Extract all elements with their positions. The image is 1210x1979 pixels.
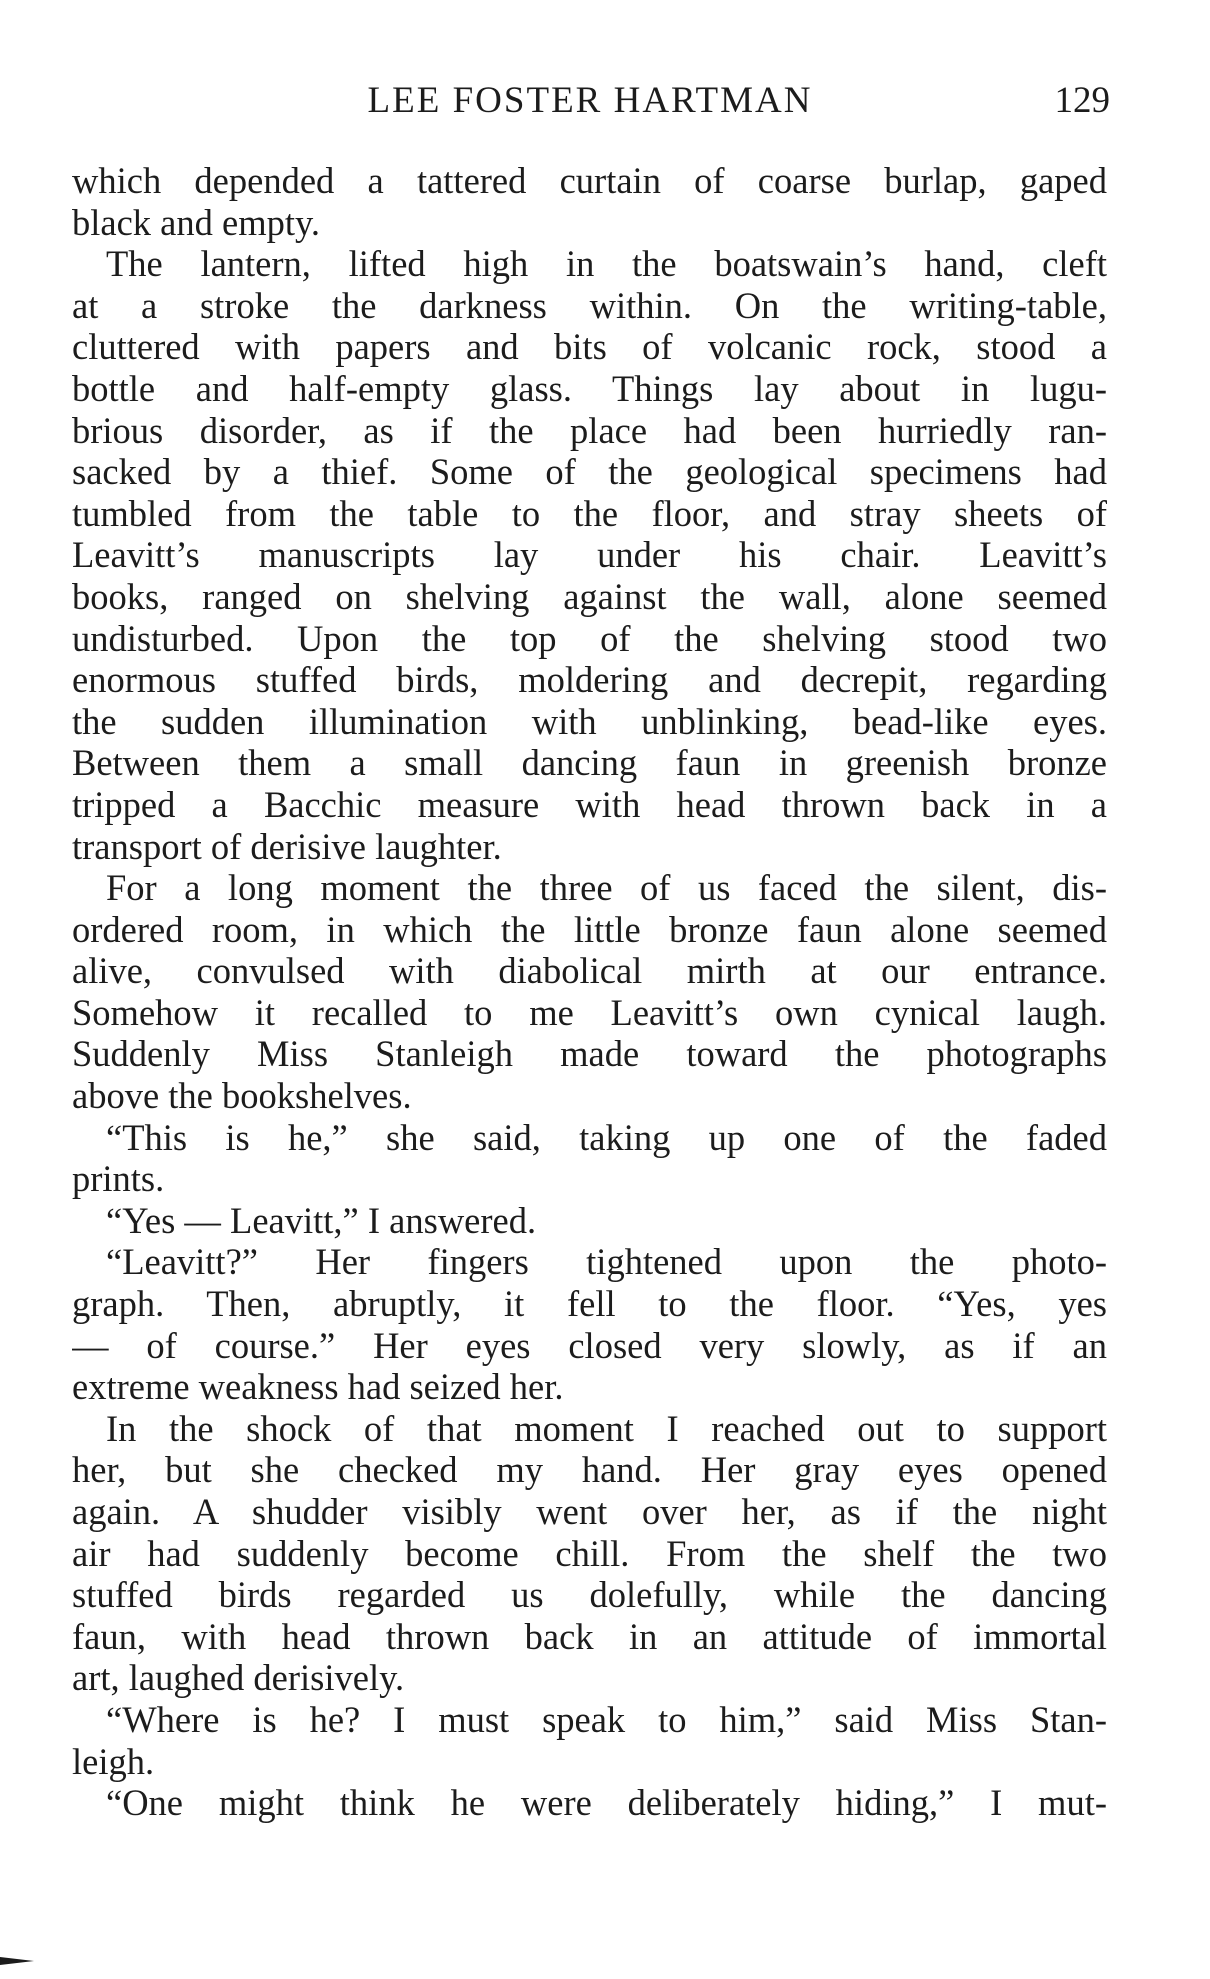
- text-line: books, ranged on shelving against the wall, alone seemed: [72, 575, 1107, 617]
- text-line: The lantern, lifted high in the boatswain’s hand, cleft: [106, 243, 1107, 285]
- text-line: In the shock of that moment I reached out to support: [106, 1407, 1107, 1449]
- text-line: Suddenly Miss Stanleigh made toward the photographs: [72, 1033, 1107, 1075]
- text-line: transport of derisive laughter.: [72, 825, 502, 867]
- text-line: Leavitt’s manuscripts lay under his chair. Leavitt’s: [72, 534, 1107, 576]
- text-line: air had suddenly become chill. From the shelf the two: [72, 1532, 1107, 1574]
- text-line: “Where is he? I must speak to him,” said Miss Stan-: [106, 1698, 1107, 1740]
- text-line: prints.: [72, 1158, 165, 1200]
- text-line: above the bookshelves.: [72, 1075, 412, 1117]
- text-line: extreme weakness had seized her.: [72, 1366, 564, 1408]
- text-line: “Leavitt?” Her fingers tightened upon the photo-: [106, 1241, 1107, 1283]
- text-line: faun, with head thrown back in an attitude of immortal: [72, 1615, 1107, 1657]
- body-text: [72, 160, 1107, 1824]
- text-line: the sudden illumination with unblinking, bead-like eyes.: [72, 700, 1107, 742]
- page-number: 129: [1054, 80, 1110, 121]
- text-line: brious disorder, as if the place had been hurriedly ran-: [72, 409, 1107, 451]
- text-line: ordered room, in which the little bronze faun alone seemed: [72, 908, 1107, 950]
- page-header: [70, 76, 1110, 126]
- text-line: tripped a Bacchic measure with head thrown back in a: [72, 783, 1107, 825]
- text-line: undisturbed. Upon the top of the shelving stood two: [72, 617, 1107, 659]
- text-line: her, but she checked my hand. Her gray eyes opened: [72, 1449, 1107, 1491]
- text-line: — of course.” Her eyes closed very slowly, as if an: [72, 1324, 1107, 1366]
- text-line: Between them a small dancing faun in greenish bronze: [72, 742, 1107, 784]
- text-line: sacked by a thief. Some of the geological specimens had: [72, 451, 1107, 493]
- text-line: alive, convulsed with diabolical mirth at our entrance.: [72, 950, 1107, 992]
- text-line: black and empty.: [72, 201, 320, 243]
- text-line: at a stroke the darkness within. On the writing-table,: [72, 284, 1107, 326]
- text-line: graph. Then, abruptly, it fell to the floor. “Yes, yes: [72, 1283, 1107, 1325]
- text-line: “This is he,” she said, taking up one of the faded: [106, 1116, 1107, 1158]
- text-line: For a long moment the three of us faced the silent, dis-: [106, 867, 1107, 909]
- text-line: again. A shudder visibly went over her, as if the night: [72, 1491, 1107, 1532]
- text-line: which depended a tattered curtain of coarse burlap, gaped: [72, 160, 1107, 201]
- text-line: enormous stuffed birds, moldering and decrepit, regarding: [72, 659, 1107, 701]
- page-edge-mark: [0, 1957, 34, 1965]
- text-line: “One might think he were deliberately hiding,” I mut-: [106, 1782, 1107, 1824]
- text-line: Somehow it recalled to me Leavitt’s own cynical laugh.: [72, 991, 1107, 1033]
- text-line: art, laughed derisively.: [72, 1657, 405, 1699]
- text-line: cluttered with papers and bits of volcanic rock, stood a: [72, 326, 1107, 368]
- text-line: leigh.: [72, 1740, 155, 1782]
- text-line: “Yes — Leavitt,” I answered.: [106, 1199, 537, 1241]
- text-line: bottle and half-empty glass. Things lay about in lugu-: [72, 367, 1107, 409]
- text-line: tumbled from the table to the floor, and stray sheets of: [72, 492, 1107, 534]
- text-line: stuffed birds regarded us dolefully, while the dancing: [72, 1574, 1107, 1616]
- running-title: LEE FOSTER HARTMAN: [367, 80, 813, 121]
